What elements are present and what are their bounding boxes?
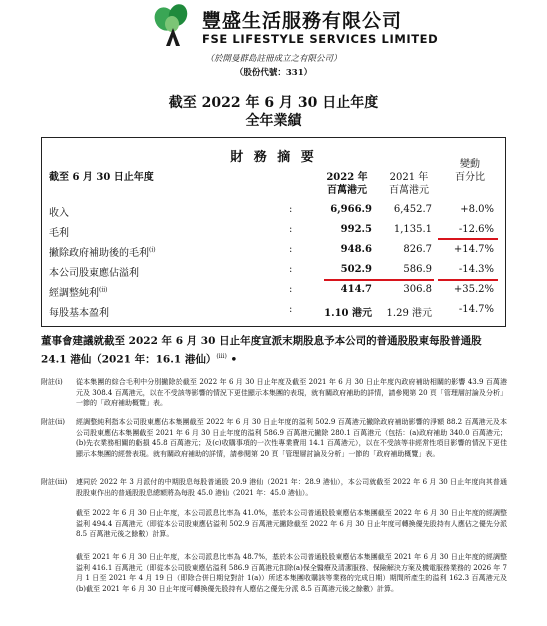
note-iii-tag: 附註(iii) (41, 478, 68, 486)
summary-row-adj-gross-profit-2021: 826.7 (403, 244, 432, 255)
highlight-underline (438, 238, 498, 240)
column-unit-2021: 百萬港元 (389, 185, 429, 196)
summary-row-revenue-2021: 6,452.7 (393, 204, 432, 215)
highlight-underline (438, 279, 498, 281)
company-name-en: FSE LIFESTYLE SERVICES LIMITED (202, 32, 439, 46)
summary-row-gross-profit-label: 毛利 (49, 228, 69, 239)
summary-row-adjusted-net-profit-2022: 414.7 (340, 284, 372, 295)
column-unit-change: 百分比 (455, 172, 485, 183)
company-logo (148, 4, 198, 48)
summary-row-adjusted-net-profit-2021: 306.8 (403, 284, 432, 295)
summary-row-adj-gross-profit-change: +14.7% (453, 244, 494, 255)
incorporation-note: （於開曼群島註冊成立之有限公司） (205, 54, 342, 64)
summary-row-revenue-label: 收入 (49, 208, 69, 219)
summary-row-revenue-2022: 6,966.9 (330, 204, 372, 215)
logo-trunk-icon (166, 28, 180, 46)
note-iii-payout-2021: 截至 2021 年 6 月 30 日止年度，本公司派息比率為 48.7%，基於本公司普通股股東應佔本集團截至 2021 年 6 月 30 日止年度的經調整溢利 416.1 百萬港元（即從本公司股東應佔溢利 586.9 百萬港元扣除(a)保全醫療及清潔服務、保險解決方案及機電服務業務的 2026 年 7 月 1 日至 2021 年 4 月 19 日（即除合併日期兌對計 1(a)）所述本集團收購該等業務的完成日期）期間所產生的溢利 162.3 百萬港元及(b)截至 2021 年 6 月 30 日止年度可轉換優先股持有人應佔之優先分派 8.5 百萬港元後之餘數）計算。 (76, 553, 507, 593)
report-title: 全年業績 (245, 113, 302, 129)
row-colon: : (289, 244, 293, 255)
stock-code: （股份代號：331） (234, 68, 313, 78)
note-i-tag: 附註(i) (41, 378, 63, 386)
row-colon: : (289, 284, 293, 295)
summary-row-gross-profit-2021: 1,135.1 (393, 224, 432, 235)
summary-row-adjusted-net-profit-change: +35.2% (453, 284, 494, 295)
company-name-cn: 豐盛生活服務有限公司 (202, 10, 403, 32)
summary-row-basic-eps-2022: 1.10 港元 (324, 308, 372, 319)
summary-row-adj-gross-profit-2022: 948.6 (340, 244, 372, 255)
report-title-period: 截至 2022 年 6 月 30 日止年度 (168, 95, 379, 111)
row-colon: : (289, 224, 293, 235)
column-header-2021: 2021 年 (389, 172, 429, 183)
summary-row-basic-eps-2021: 1.29 港元 (386, 308, 432, 319)
summary-row-gross-profit-2022: 992.5 (340, 224, 372, 235)
note-i-text: 從本集團的綜合毛利中分別撇除於截至 2022 年 6 月 30 日止年度及截至 2021 年 6 月 30 日止年度內政府補助相關的影響 43.9 百萬港元及 308.4 百萬港元，以在不受該等影響的情況下更佳顯示本集團的表現，就有關政府補助的詳情，請參閱第 20 頁「管理層討論及分析」一節的「政府補助概覽」表。 (76, 378, 507, 407)
note-ii-tag: 附註(ii) (41, 418, 65, 426)
financial-summary-heading: 財 務 摘 要 (230, 150, 317, 165)
column-header-2022: 2022 年 (326, 172, 368, 183)
row-colon: : (289, 304, 293, 315)
logo-leaf-icon (165, 16, 179, 32)
financial-summary-box (41, 137, 506, 327)
dividend-statement: 董事會建議就截至 2022 年 6 月 30 日止年度宣派末期股息予本公司的普通股股東每股普通股 24.1 港仙（2021 年：16.1 港仙）$^{(iii)}$ • (41, 335, 482, 366)
summary-row-basic-eps-label: 每股基本盈利 (49, 308, 109, 319)
summary-row-gross-profit-change: -12.6% (458, 224, 494, 235)
summary-row-revenue-change: +8.0% (460, 204, 494, 215)
column-unit-2022: 百萬港元 (327, 185, 367, 196)
summary-row-profit-attributable-2021: 586.9 (403, 264, 432, 275)
summary-row-profit-attributable-change: -14.3% (458, 264, 494, 275)
column-header-change: 變動 (460, 159, 480, 170)
summary-row-adj-gross-profit-label: 撇除政府補助後的毛利$^{(i)}$ (49, 246, 156, 259)
row-colon: : (289, 204, 293, 215)
summary-row-adjusted-net-profit-label: 經調整純利$^{(ii)}$ (49, 286, 108, 299)
summary-row-profit-attributable-2022: 502.9 (340, 264, 372, 275)
summary-row-profit-attributable-label: 本公司股東應佔溢利 (49, 268, 139, 279)
highlight-underline (324, 279, 434, 281)
note-iii-payout-2022: 截至 2022 年 6 月 30 日止年度，本公司派息比率為 41.0%，基於本公司普通股股東應佔本集團截至 2022 年 6 月 30 日止年度的經調整溢利 494.4 百萬港元（即從本公司股東應佔溢利 502.9 百萬港元撇除截至 2022 年 6 月 30 日止年度可轉換優先股持有人應佔之優先分派 8.5 百萬港元後之餘數）計算。 (76, 509, 507, 538)
note-ii-text: 經調整純利指本公司股東應佔本集團截至 2022 年 6 月 30 日止年度的溢利 502.9 百萬港元撇除政府補助影響的淨額 88.2 百萬港元及本公司股東應佔本集團截至 2021 年 6 月 30 日止年度的溢利 586.9 百萬港元撇除 280.1 百萬港元（包括：(a)政府補助 340.0 百萬港元；(b)先衣業務相關的虧損 45.8 百萬港元；及(c)收購事項的一次性專業費用 14.1 百萬港元），以在不受該等非經常性項目影響的情況下更佳顯示本集團的經營表現。就有關政府補助的詳情，請參閱第 20 頁「管理層討論及分析」一節的「政府補助概覽」表。 (76, 418, 507, 458)
summary-row-basic-eps-change: -14.7% (458, 304, 494, 315)
period-label: 截至 6 月 30 日止年度 (49, 172, 154, 183)
note-iii-text: 連同於 2022 年 3 月派付的中期股息每股普通股 20.9 港仙（2021 年：28.9 港仙），本公司就截至 2022 年 6 月 30 日止年度向其普通股股東作出的普通股股息總額將為每股 45.0 港仙（2021 年：45.0 港仙）。 (76, 478, 507, 497)
row-colon: : (289, 264, 293, 275)
